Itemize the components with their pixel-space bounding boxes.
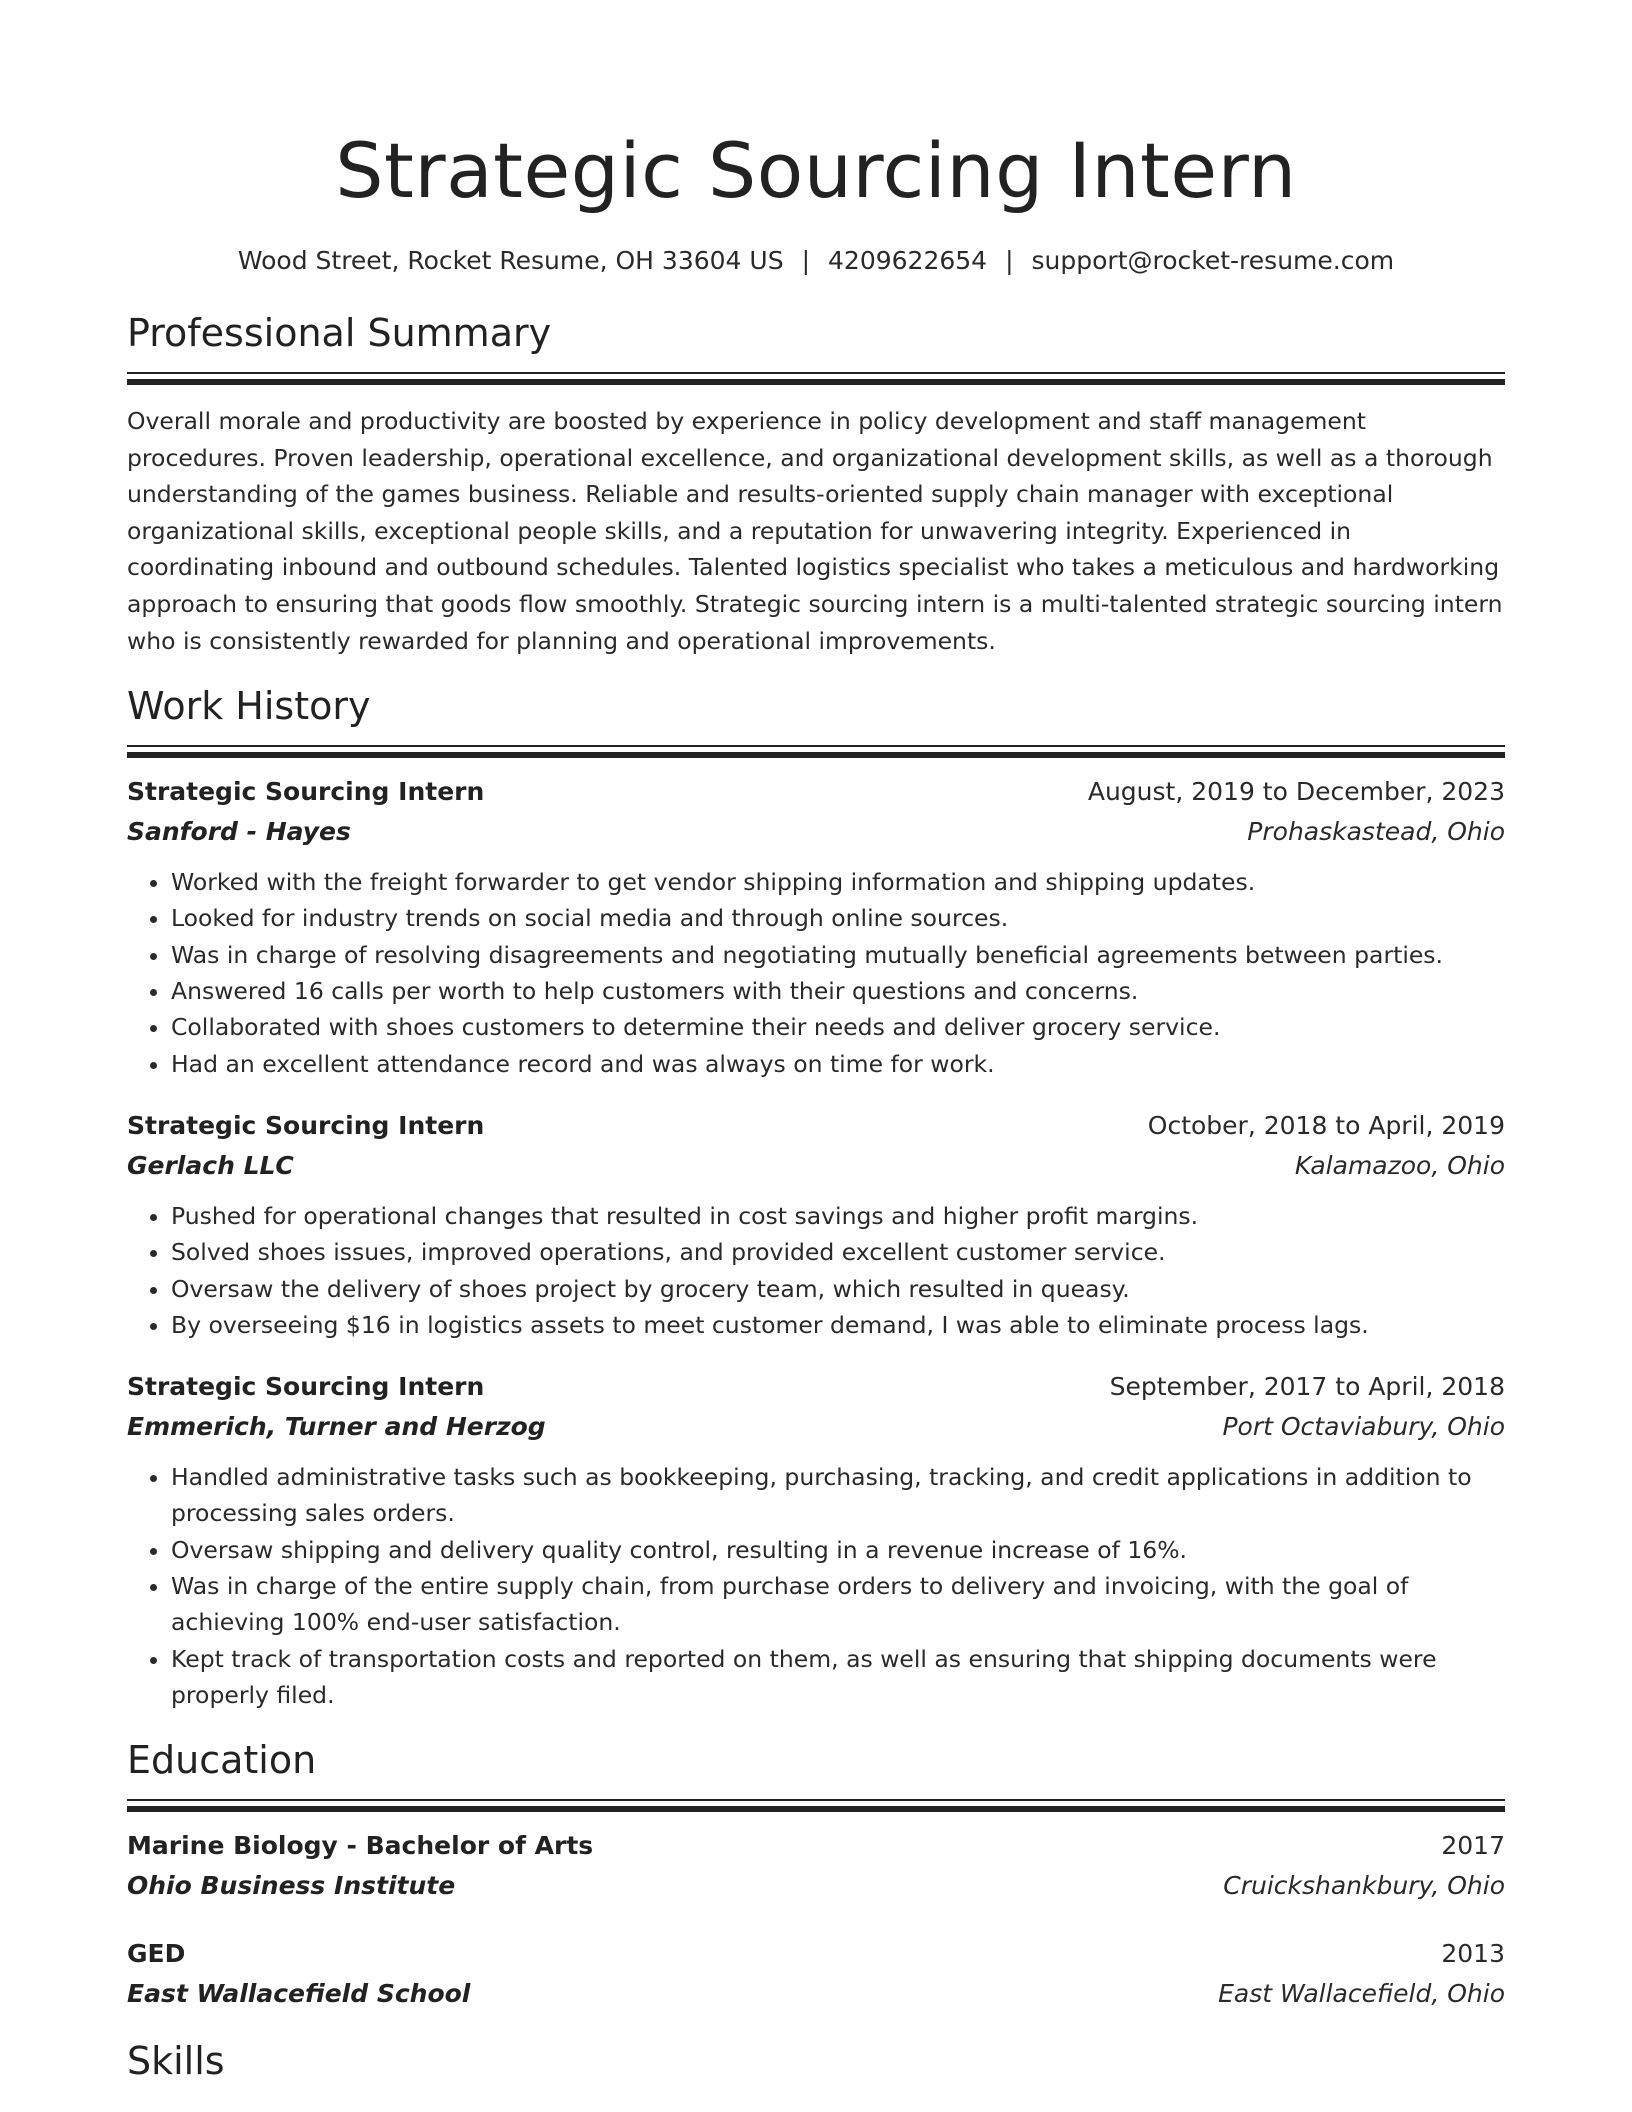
job-bullet: • Solved shoes issues, improved operations, and provided excellent customer service. [171,1234,1505,1270]
job-entry [127,1367,1505,1713]
education-entry [127,1826,1505,1906]
contact-separator: | [1005,246,1014,275]
section-divider-thick [127,379,1505,385]
degree-name: GED [127,1939,186,1969]
job-bullet: • Had an excellent attendance record and was always on time for work. [171,1046,1505,1082]
job-title: Strategic Sourcing Intern [127,777,485,807]
contact-phone: 4209622654 [828,246,988,275]
job-bullet: • Collaborated with shoes customers to determine their needs and deliver grocery service. [171,1009,1505,1045]
graduation-year: 2013 [1441,1939,1505,1969]
section-divider [127,745,1505,747]
job-bullets [127,864,1505,1082]
company-name: Gerlach LLC [127,1150,294,1180]
job-location: Port Octaviabury, Ohio [1222,1412,1505,1442]
contact-line [127,244,1505,278]
job-entry [127,1106,1505,1343]
job-bullet: • By overseeing $16 in logistics assets to meet customer demand, I was able to eliminate process lags. [171,1307,1505,1343]
job-title: Strategic Sourcing Intern [127,1110,485,1140]
job-bullet: • Was in charge of resolving disagreements and negotiating mutually beneficial agreements between parties. [171,937,1505,973]
job-bullet: • Worked with the freight forwarder to get vendor shipping information and shipping updates. [171,864,1505,900]
education-heading: Education [127,1738,317,1783]
summary-heading: Professional Summary [127,311,552,355]
contact-address: Wood Street, Rocket Resume, OH 33604 US [237,246,784,275]
job-bullet: • Handled administrative tasks such as bookkeeping, purchasing, tracking, and credit applications in addition to processing sales orders. [171,1459,1505,1532]
section-divider-thick [127,752,1505,758]
job-dates: August, 2019 to December, 2023 [1087,777,1505,807]
skills-heading: Skills [127,2039,225,2084]
work-history-section [127,681,1505,1713]
job-bullet: • Oversaw the delivery of shoes project by grocery team, which resulted in queasy. [171,1271,1505,1307]
section-divider [127,1799,1505,1801]
graduation-year: 2017 [1441,1831,1505,1861]
degree-name: Marine Biology - Bachelor of Arts [127,1831,594,1861]
section-divider-thick [127,1806,1505,1812]
job-dates: September, 2017 to April, 2018 [1109,1372,1505,1402]
job-location: Prohaskastead, Ohio [1247,817,1505,847]
section-divider [127,372,1505,374]
job-bullet: • Pushed for operational changes that resulted in cost savings and higher profit margins. [171,1198,1505,1234]
company-name: Emmerich, Turner and Herzog [127,1412,546,1442]
school-location: Cruickshankbury, Ohio [1223,1871,1505,1901]
resume-page [127,0,1505,2086]
contact-email: support@rocket-resume.com [1031,246,1395,275]
school-name: East Wallacefield School [127,1979,471,2009]
summary-section [127,308,1505,659]
job-bullet: • Answered 16 calls per worth to help customers with their questions and concerns. [171,973,1505,1009]
skills-section [127,2036,1505,2086]
job-dates: October, 2018 to April, 2019 [1147,1110,1505,1140]
education-entry [127,1934,1505,2014]
job-bullets [127,1198,1505,1343]
job-bullet: • Kept track of transportation costs and reported on them, as well as ensuring that shipping documents were properly filed. [171,1641,1505,1714]
job-location: Kalamazoo, Ohio [1294,1150,1505,1180]
school-name: Ohio Business Institute [127,1871,456,1901]
job-bullet: • Was in charge of the entire supply chain, from purchase orders to delivery and invoicing, with the goal of achieving 100% end-user satisfaction. [171,1568,1505,1641]
company-name: Sanford - Hayes [127,817,351,847]
job-bullet: • Looked for industry trends on social media and through online sources. [171,900,1505,936]
job-bullets [127,1459,1505,1713]
work-history-heading: Work History [127,684,371,729]
school-location: East Wallacefield, Ohio [1218,1979,1505,2009]
summary-text: Overall morale and productivity are boosted by experience in policy development and staff management procedures. Proven leadership, operational excellence, and organizational development skills, as well as a thorough understanding of the games business. Reliable and results-oriented supply chain manager with exceptional organizational skills, exceptional people skills, and a reputation for unwavering integrity. Experienced in coordinating inbound and outbound schedules. Talented logistics specialist who takes a meticulous and hardworking approach to ensuring that goods flow smoothly. Strategic sourcing intern is a multi-talented strategic sourcing intern who is consistently rewarded for planning and operational improvements. [127,407,1503,655]
resume-name: Strategic Sourcing Intern [335,126,1297,215]
job-entry [127,772,1505,1082]
contact-separator: | [801,246,811,275]
education-section [127,1735,1505,2014]
job-bullet: • Oversaw shipping and delivery quality control, resulting in a revenue increase of 16%. [171,1532,1505,1568]
job-title: Strategic Sourcing Intern [127,1372,485,1402]
